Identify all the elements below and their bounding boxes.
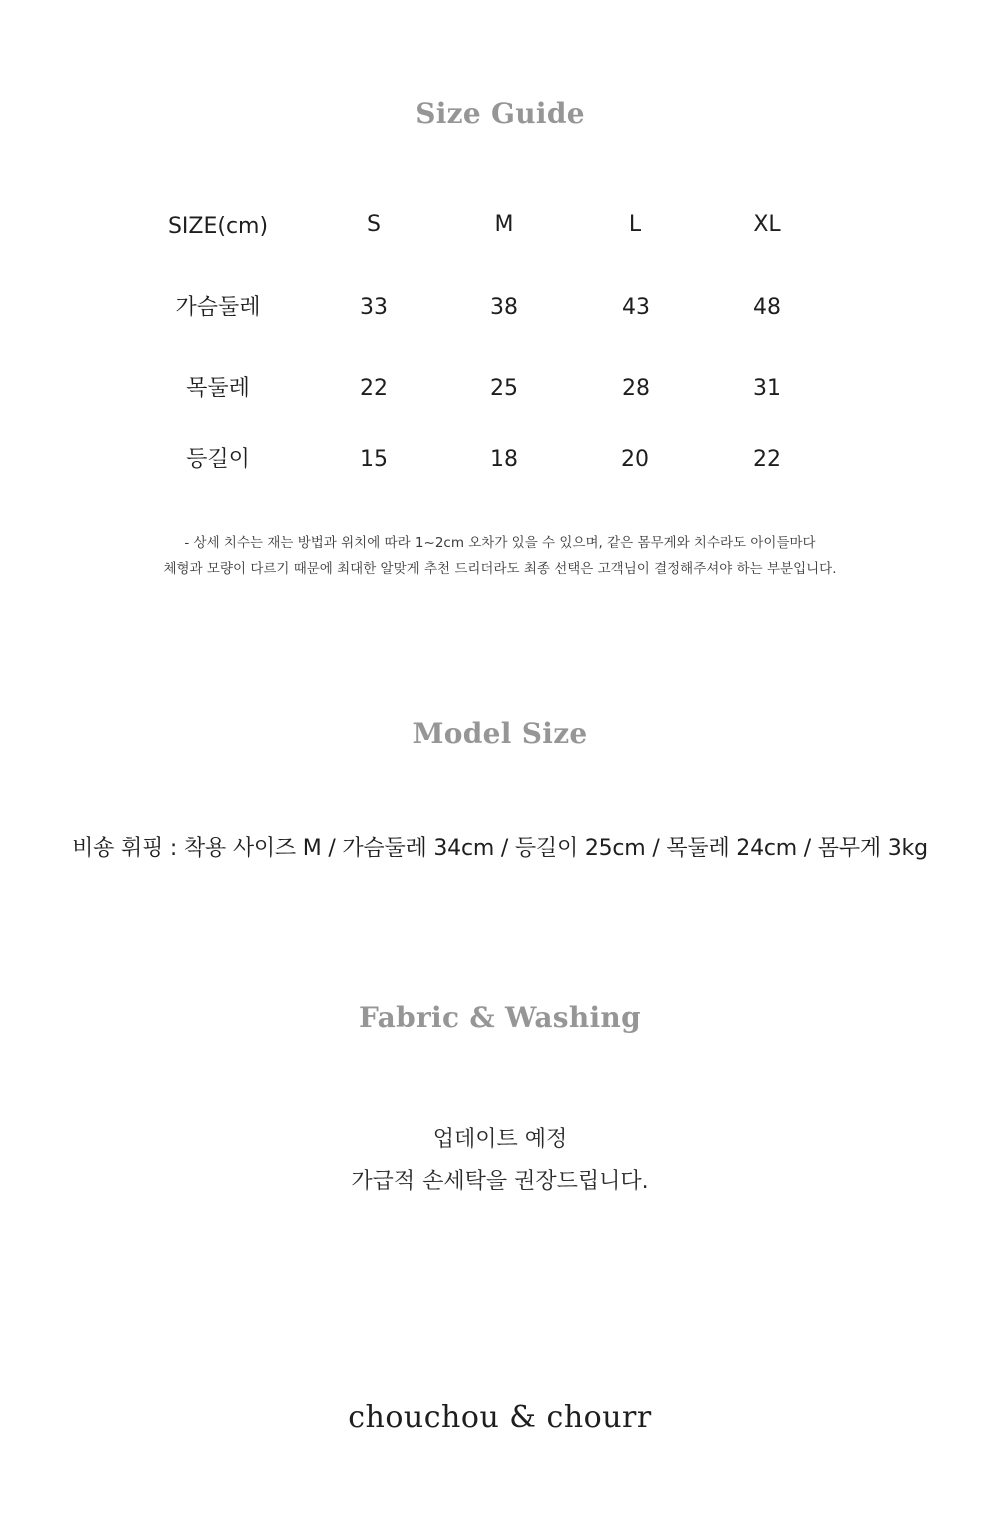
size-header-m: M [494,212,514,237]
fabric-washing-title: Fabric & Washing [359,1001,641,1034]
size-guide-title: Size Guide [415,97,585,130]
size-header-xl: XL [753,212,781,237]
table-cell: 22 [360,376,388,401]
fabric-line-2: 가급적 손세탁을 권장드립니다. [351,1169,649,1194]
row-label-chest: 가슴둘레 [175,295,261,320]
size-header-l: L [628,212,642,237]
model-size-text: 비숑 휘핑 : 착용 사이즈 M / 가슴둘레 34cm / 등길이 25cm / 목둘레 24cm / 몸무게 3kg [72,836,928,861]
model-size-title: Model Size [412,717,588,750]
size-header-label: SIZE(cm) [167,214,269,239]
table-cell: 38 [490,295,518,320]
size-header-s: S [367,212,381,237]
fabric-line-1: 업데이트 예정 [432,1127,568,1152]
size-table [0,0,1000,500]
table-cell: 25 [490,376,518,401]
size-note-line-1: - 상세 치수는 재는 방법과 위치에 따라 1~2cm 오차가 있을 수 있으며, 같은 몸무게와 치수라도 아이들마다 [184,535,816,551]
table-cell: 33 [360,295,388,320]
table-cell: 15 [360,447,388,472]
row-label-back-length: 등길이 [186,447,250,472]
table-cell: 18 [490,447,518,472]
table-cell: 43 [622,295,650,320]
table-cell: 22 [753,447,781,472]
table-cell: 48 [753,295,781,320]
table-cell: 28 [622,376,650,401]
brand-name: chouchou & chourr [348,1400,652,1435]
row-label-neck: 목둘레 [186,376,250,401]
table-cell: 31 [753,376,781,401]
table-cell: 20 [621,447,649,472]
size-note-line-2: 체형과 모량이 다르기 때문에 최대한 알맞게 추천 드리더라도 최종 선택은 고객님이 결정해주셔야 하는 부분입니다. [163,561,837,577]
